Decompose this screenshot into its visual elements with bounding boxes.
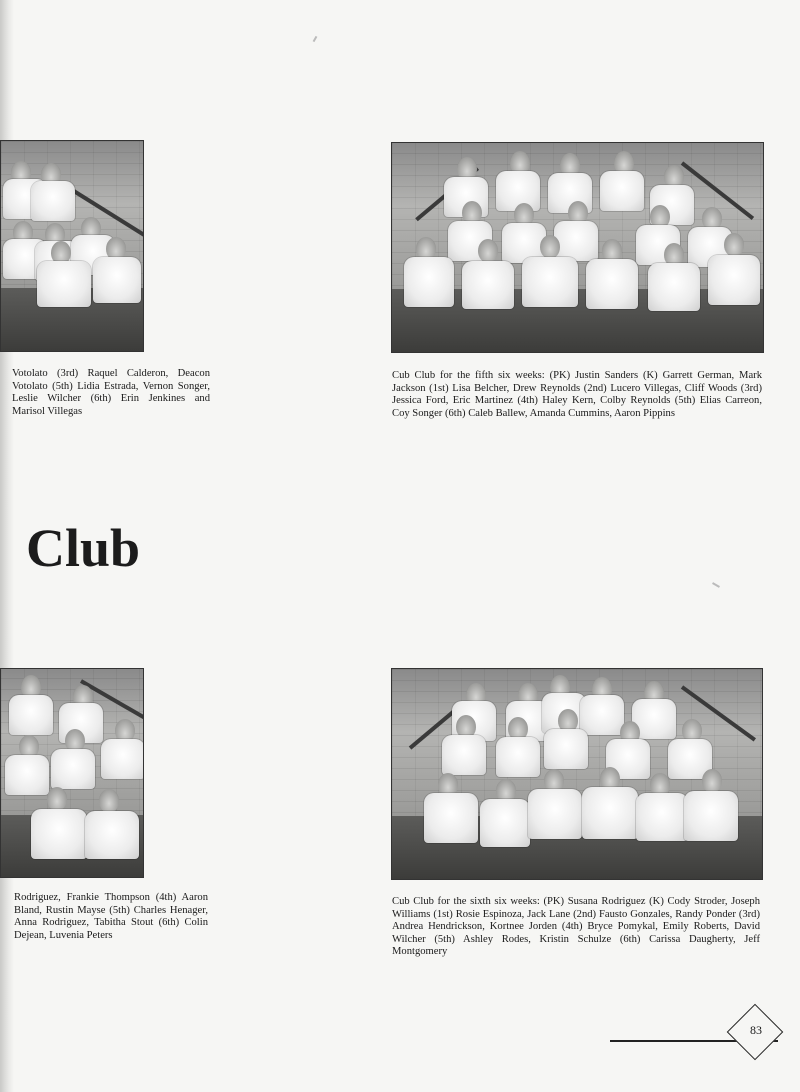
photo-club-group-bottom-left: [0, 668, 144, 878]
scan-speck: [712, 582, 720, 588]
photo-cub-club-fifth-six-weeks: [391, 142, 764, 353]
caption-bottom-left: Rodriguez, Frankie Thompson (4th) Aaron Bland, Rustin Mayse (5th) Charles Henager, Anna Rodriguez, Tabitha Stout (6th) Colin Dejean, Luvenia Peters: [14, 892, 208, 941]
scan-speck: [313, 36, 318, 42]
caption-top-left: Votolato (3rd) Raquel Calderon, Deacon Votolato (5th) Lidia Estrada, Vernon Songer, Leslie Wilcher (6th) Erin Jenkines and Marisol Villegas: [12, 368, 210, 417]
caption-top-right: Cub Club for the fifth six weeks: (PK) Justin Sanders (K) Garrett German, Mark Jackson (1st) Lisa Belcher, Drew Reynolds (2nd) Lucero Villegas, Cliff Woods (3rd) Jessica Ford, Eric Martinez (4th) Haley Kern, Colby Reynolds (5th) Elias Carreon, Coy Songer (6th) Caleb Ballew, Amanda Cummins, Aaron Pippins: [392, 370, 762, 419]
section-title: Club: [26, 518, 141, 578]
photo-cub-club-sixth-six-weeks: [391, 668, 763, 880]
photo-club-group-top-left: [0, 140, 144, 352]
caption-bottom-right: Cub Club for the sixth six weeks: (PK) Susana Rodriguez (K) Cody Stroder, Joseph Williams (1st) Rosie Espinoza, Jack Lane (2nd) Fausto Gonzales, Randy Ponder (3rd) Andrea Hendrickson, Kortnee Jorden (4th) Bryce Pomykal, Emily Roberts, David Wilcher (5th) Ashley Rodes, Kristin Schulze (6th) Carissa Daugherty, Jeff Montgomery: [392, 896, 760, 958]
page-number: 83: [750, 1023, 762, 1037]
